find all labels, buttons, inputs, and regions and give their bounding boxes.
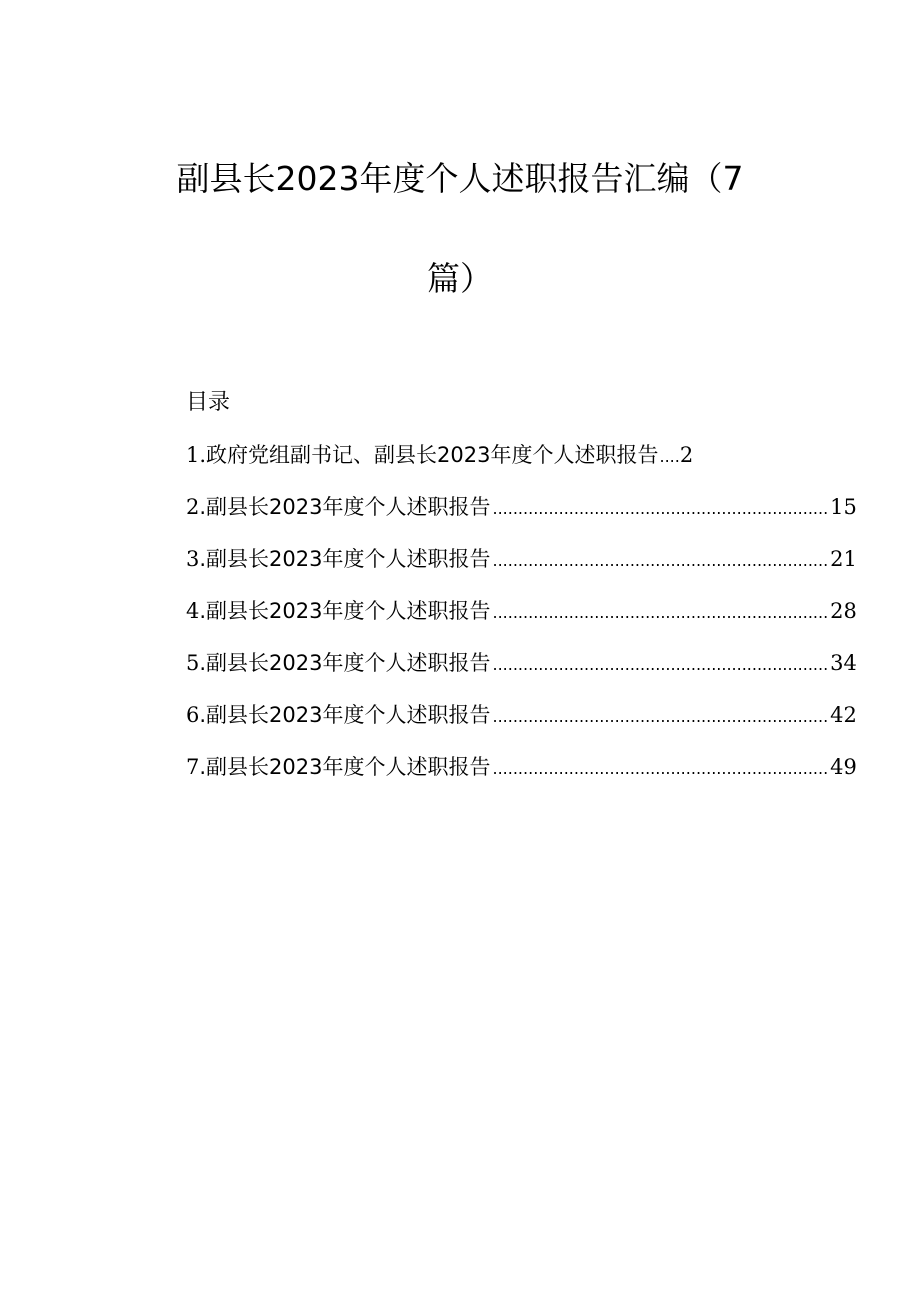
toc-entry-page: 2 <box>679 443 694 467</box>
table-of-contents <box>186 441 857 805</box>
toc-entry-number: 2 <box>186 495 200 519</box>
toc-entry-2[interactable] <box>186 493 857 545</box>
toc-dot-leader: .................................................................. <box>492 759 829 778</box>
toc-entry-number: 6 <box>186 703 200 727</box>
toc-entry-number: 1. <box>186 443 207 467</box>
toc-dot-leader: .................................................................. <box>492 603 829 622</box>
toc-dot-leader: .... <box>659 447 680 466</box>
toc-entry-5[interactable] <box>186 649 857 701</box>
toc-entry-title: 政府党组副书记、副县长2023年度个人述职报告 <box>206 443 659 467</box>
toc-entry-7[interactable] <box>186 753 857 805</box>
toc-entry-title: .副县长2023年度个人述职报告 <box>199 703 491 727</box>
toc-entry-page: 42 <box>830 703 857 727</box>
toc-entry-page: 21 <box>830 547 857 571</box>
toc-entry-number: 5 <box>186 651 200 675</box>
toc-entry-page: 28 <box>830 599 857 623</box>
toc-entry-title: .副县长2023年度个人述职报告 <box>199 651 491 675</box>
toc-entry-6[interactable] <box>186 701 857 753</box>
toc-entry-number: 4 <box>186 599 200 623</box>
toc-entry-page: 34 <box>830 651 857 675</box>
toc-entry-title: .副县长2023年度个人述职报告 <box>199 495 491 519</box>
toc-dot-leader: .................................................................. <box>492 655 829 674</box>
toc-entry-title: .副县长2023年度个人述职报告 <box>199 599 491 623</box>
document-title-line-1: 副县长2023年度个人述职报告汇编（7 <box>176 159 744 198</box>
toc-entry-title: .副县长2023年度个人述职报告 <box>199 547 491 571</box>
toc-entry-number: 3 <box>186 547 200 571</box>
toc-entry-title: .副县长2023年度个人述职报告 <box>199 755 491 779</box>
toc-entry-4[interactable] <box>186 597 857 649</box>
toc-heading: 目录 <box>186 390 231 415</box>
toc-dot-leader: .................................................................. <box>492 499 829 518</box>
document-title-line-2: 篇） <box>427 259 493 298</box>
toc-entry-page: 15 <box>830 495 857 519</box>
toc-entry-1[interactable] <box>186 441 774 493</box>
toc-entry-number: 7 <box>186 755 200 779</box>
toc-dot-leader: .................................................................. <box>492 551 829 570</box>
toc-dot-leader: .................................................................. <box>492 707 829 726</box>
toc-entry-3[interactable] <box>186 545 857 597</box>
toc-entry-page: 49 <box>830 755 857 779</box>
